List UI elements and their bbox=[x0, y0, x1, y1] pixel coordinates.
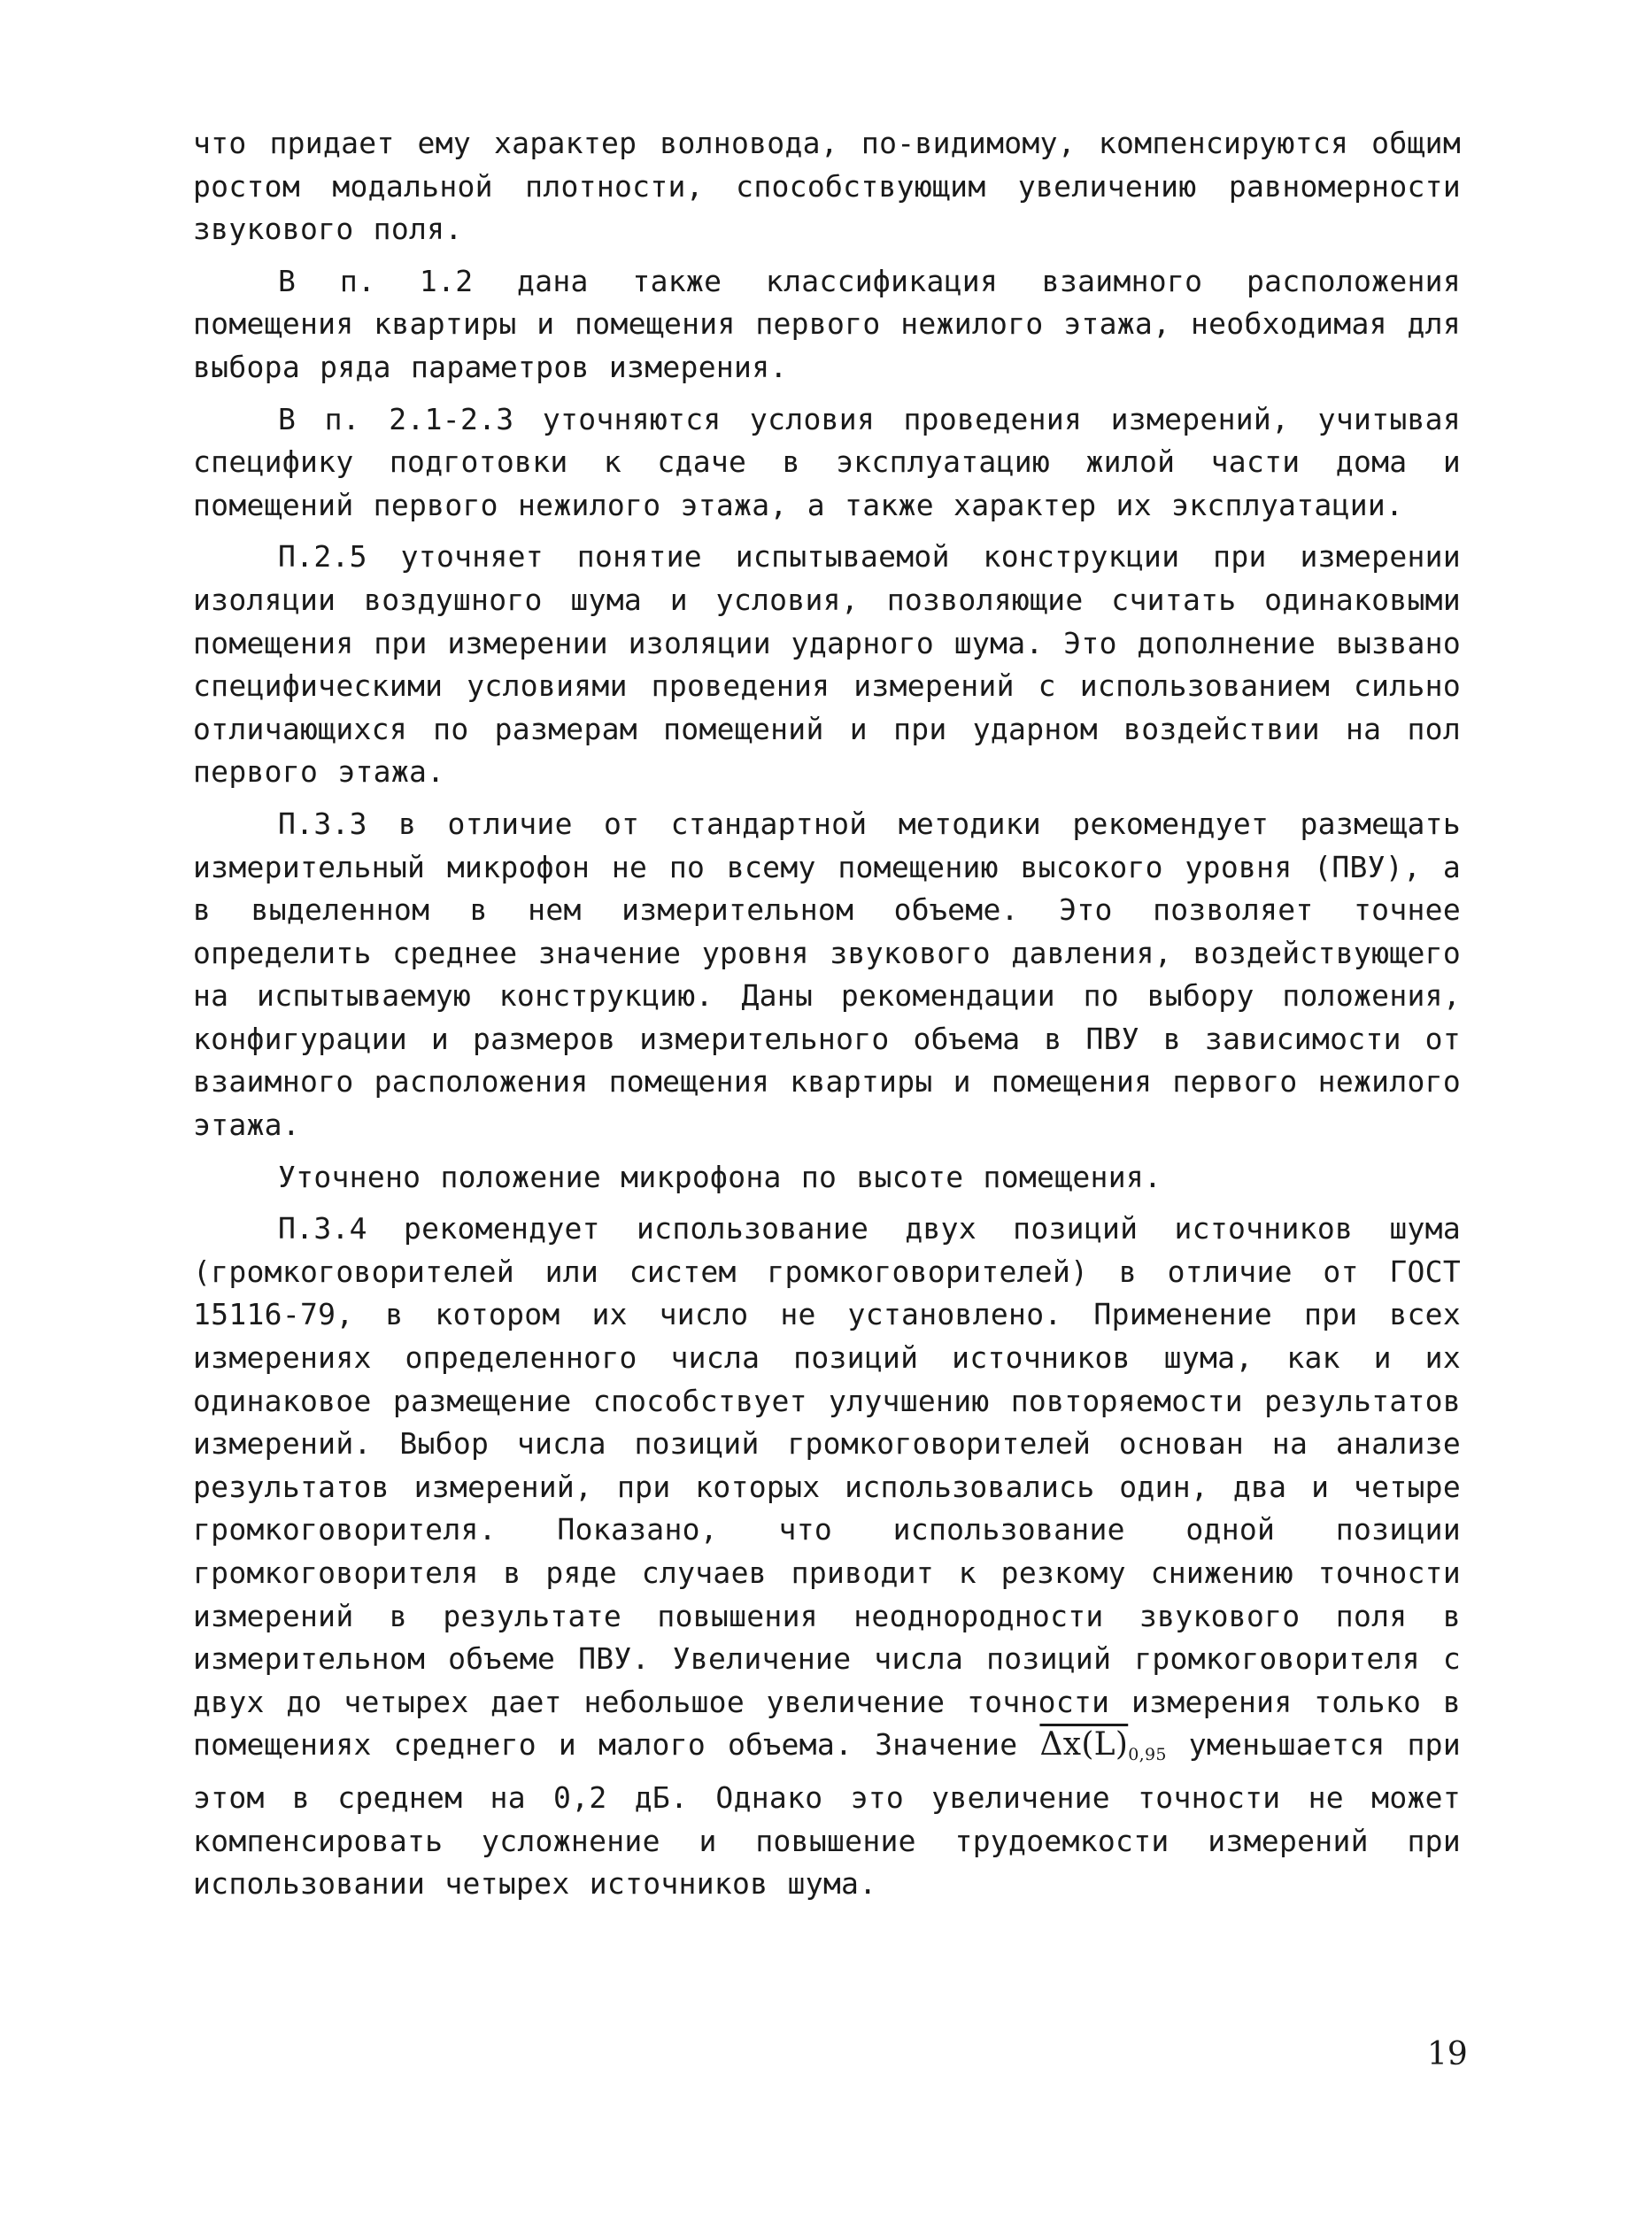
formula-delta-x bbox=[1039, 1726, 1166, 1763]
paragraph-microphone-volume: П.3.3 в отличие от стандартной методики рекомендует размещать измерительный микрофон не по всему помещению высокого уровня (ПВУ), а в выделенном в нем измерительном объеме. Это позволяет точнее определить среднее значение уровня звукового давления, воздействующего на испытываемую конструкцию. Даны рекомендации по выбору положения, конфигурации и размеров измерительного объема в ПВУ в зависимости от взаимного расположения помещения квартиры и помещения первого нежилого этажа. bbox=[193, 806, 1461, 1143]
paragraph-microphone-height: Уточнено положение микрофона по высоте помещения. bbox=[278, 1159, 1162, 1194]
paragraph-measurement-conditions: В п. 2.1-2.3 уточняются условия проведения измерений, учитывая специфику подготовки к сдаче в эксплуатацию жилой части дома и помещений первого нежилого этажа, а также характер их эксплуатации. bbox=[193, 401, 1461, 522]
page-body bbox=[193, 122, 1461, 1915]
paragraph-tested-construction: П.2.5 уточняет понятие испытываемой конструкции при измерении изоляции воздушного шума и условия, позволяющие считать одинаковыми помещения при измерении изоляции ударного шума. Это дополнение вызвано специфическими условиями проведения измерений с использованием сильно отличающихся по размерам помещений и при ударном воздействии на пол первого этажа. bbox=[193, 539, 1461, 790]
page-number: 19 bbox=[1427, 2036, 1468, 2072]
paragraph-noise-sources bbox=[193, 1208, 1461, 1906]
paragraph-classification: В п. 1.2 дана также классификация взаимного расположения помещения квартиры и помещения первого нежилого этажа, необходимая для выбора ряда параметров измерения. bbox=[193, 263, 1461, 384]
formula-main: Δx(L) bbox=[1039, 1726, 1129, 1763]
paragraph-waveguide: что придает ему характер волновода, по-видимому, компенсируются общим ростом модальной плотности, способствующим увеличению равномерности звукового поля. bbox=[193, 126, 1461, 247]
noise-sources-text-start: П.3.4 рекомендует использование двух позиций источников шума (громкоговорителей или систем громкоговорителей) в отличие от ГОСТ 15116-79, в котором их число не установлено. Применение при всех измерениях определенного числа позиций источников шума, как и их одинаковое размещение способствует улучшению повторяемости результатов измерений. Выбор числа позиций громкоговорителей основан на анализе результатов измерений, при которых использовались один, два и четыре громкоговорителя. Показано, что использование одной позиции громкоговорителя в ряде случаев приводит к резкому снижению точности измерений в результате повышения неоднородности звукового поля в измерительном объеме ПВУ. Увеличение числа позиций громкоговорителя с двух до четырех дает небольшое увеличение точности измерения только в помещениях среднего и малого объема. Значение bbox=[193, 1211, 1461, 1763]
noise-sources-text-end: уменьшается при этом в среднем на 0,2 дБ. Однако это увеличение точности не может компенсировать усложнение и повышение трудоемкости измерений при использовании четырех источников шума. bbox=[193, 1727, 1462, 1902]
formula-subscript: 0,95 bbox=[1128, 1745, 1167, 1765]
